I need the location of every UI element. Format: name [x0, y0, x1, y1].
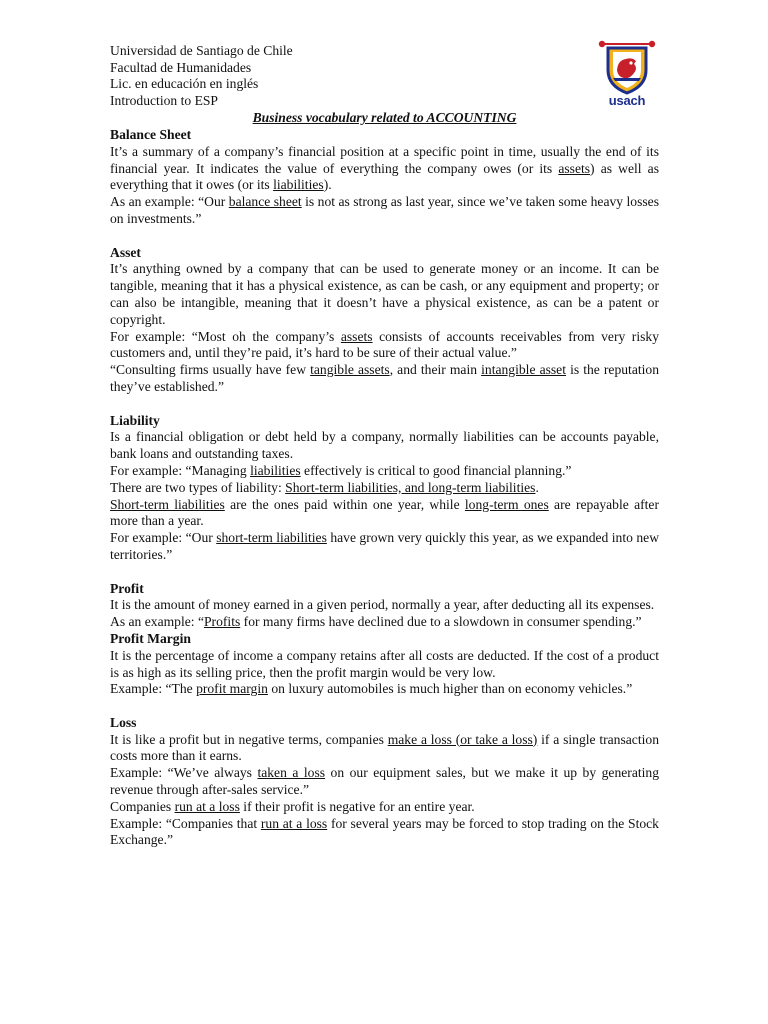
document-title: Business vocabulary related to ACCOUNTING: [252, 110, 517, 125]
asset-example: For example: “Most oh the company’s assets consists of accounts receivables from very risky customers and, until they’re paid, it’s hard to be sure of their actual value.”: [110, 328, 659, 361]
profit-example: As an example: “Profits for many firms have declined due to a slowdown in consumer spending.”: [110, 614, 642, 630]
balance-sheet-definition: It’s a summary of a company’s financial position at a specific point in time, usually the end of its financial year. It indicates the value of everything the company owes (or its assets) as well as everything that it owes (or its liabilities).: [110, 143, 659, 193]
profit-margin-example: Example: “The profit margin on luxury automobiles is much higher than on economy vehicles.”: [110, 681, 633, 697]
usach-crest-icon: [594, 40, 660, 96]
liability-heading: Liability: [110, 412, 160, 428]
liability-example-2: For example: “Our short-term liabilities have grown very quickly this year, as we expanded into new territories.”: [110, 530, 660, 562]
loss-heading: Loss: [110, 714, 137, 730]
usach-logo: [594, 40, 660, 110]
usach-wordmark: usach: [608, 93, 646, 108]
program-name: Lic. en educación en inglés: [110, 76, 259, 91]
asset-heading: Asset: [110, 244, 141, 260]
document-body: [110, 127, 659, 849]
liability-example: For example: “Managing liabilities effectively is critical to good financial planning.”: [110, 462, 572, 478]
loss-definition: It is like a profit but in negative terms, companies make a loss (or take a loss) if a single transaction costs more than it earns.: [110, 731, 659, 764]
profit-margin-heading: Profit Margin: [110, 630, 191, 646]
document-header: [110, 43, 293, 109]
course-name: Introduction to ESP: [110, 92, 218, 108]
liability-definition: Is a financial obligation or debt held by a company, normally liabilities can be accounts payable, bank loans and outstanding taxes.: [110, 429, 659, 462]
liability-types: There are two types of liability: Short-term liabilities, and long-term liabilities.: [110, 479, 539, 495]
asset-example-2: “Consulting firms usually have few tangible assets, and their main intangible asset is the reputation they’ve established.”: [110, 362, 660, 394]
loss-run-at-loss: Companies run at a loss if their profit is negative for an entire year.: [110, 798, 475, 814]
loss-example-2: Example: “Companies that run at a loss for several years may be forced to stop trading on the Stock Exchange.”: [110, 815, 659, 848]
faculty-name: Facultad de Humanidades: [110, 59, 252, 75]
profit-heading: Profit: [110, 580, 144, 596]
balance-sheet-heading: Balance Sheet: [110, 127, 192, 142]
asset-definition: It’s anything owned by a company that can be used to generate money or an income. It can be tangible, meaning that it has a physical existence, as can be cash, or any equipment and property; or can also be intangible, meaning that it doesn’t have a physical existence, as can be a patent or copyright.: [110, 261, 659, 327]
liability-types-detail: Short-term liabilities are the ones paid within one year, while long-term ones are repayable after more than a year.: [110, 496, 659, 529]
balance-sheet-example: As an example: “Our balance sheet is not as strong as last year, since we’ve taken some heavy losses on investments.”: [110, 194, 660, 226]
profit-definition: It is the amount of money earned in a given period, normally a year, after deducting all its expenses.: [110, 597, 655, 613]
university-name: Universidad de Santiago de Chile: [110, 43, 293, 58]
profit-margin-definition: It is the percentage of income a company retains after all costs are deducted. If the cost of a product is as high as its selling price, then the profit margin would be very low.: [110, 647, 659, 680]
loss-example: Example: “We’ve always taken a loss on our equipment sales, but we make it up by generating revenue through after-sales service.”: [110, 765, 659, 798]
